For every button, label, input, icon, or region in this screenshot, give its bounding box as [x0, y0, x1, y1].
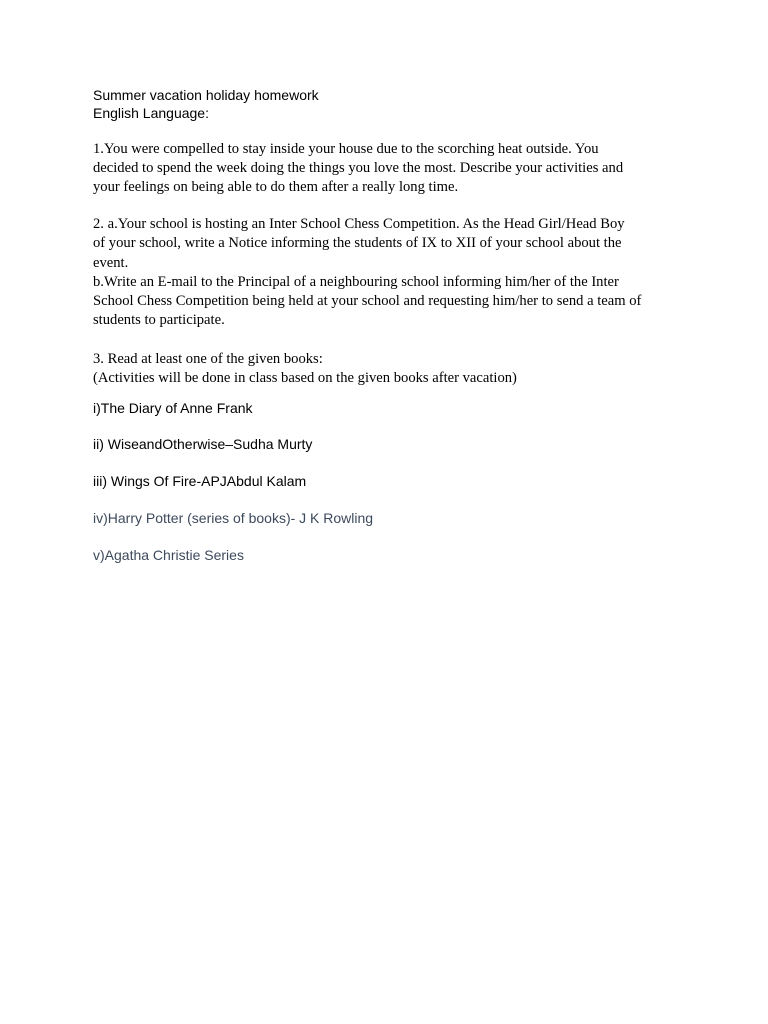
- document-title: Summer vacation holiday homework: [93, 87, 319, 103]
- book-item: iv)Harry Potter (series of books)- J K Rowling: [93, 510, 374, 526]
- question-3-line: (Activities will be done in class based on the given books after vacation): [93, 370, 517, 386]
- book-item: i)The Diary of Anne Frank: [93, 400, 253, 416]
- book-item: ii) WiseandOtherwise–Sudha Murty: [93, 436, 313, 452]
- question-1-line: your feelings on being able to do them after a really long time.: [93, 179, 459, 195]
- subject-heading: English Language:: [93, 105, 209, 121]
- book-item: iii) Wings Of Fire-APJAbdul Kalam: [93, 473, 307, 489]
- question-2-line: b.Write an E-mail to the Principal of a neighbouring school informing him/her of the Inter: [93, 274, 619, 290]
- question-2-line: School Chess Competition being held at your school and requesting him/her to send a team of: [93, 293, 642, 309]
- question-1-line: 1.You were compelled to stay inside your house due to the scorching heat outside. You: [93, 141, 599, 157]
- question-2-line: students to participate.: [93, 312, 225, 328]
- question-1-line: decided to spend the week doing the things you love the most. Describe your activities and: [93, 160, 624, 176]
- book-item: v)Agatha Christie Series: [93, 547, 244, 563]
- question-3-line: 3. Read at least one of the given books:: [93, 351, 323, 367]
- question-2-line: of your school, write a Notice informing the students of IX to XII of your school about the: [93, 235, 622, 251]
- question-2-line: event.: [93, 255, 129, 271]
- question-2-line: 2. a.Your school is hosting an Inter School Chess Competition. As the Head Girl/Head Boy: [93, 216, 625, 232]
